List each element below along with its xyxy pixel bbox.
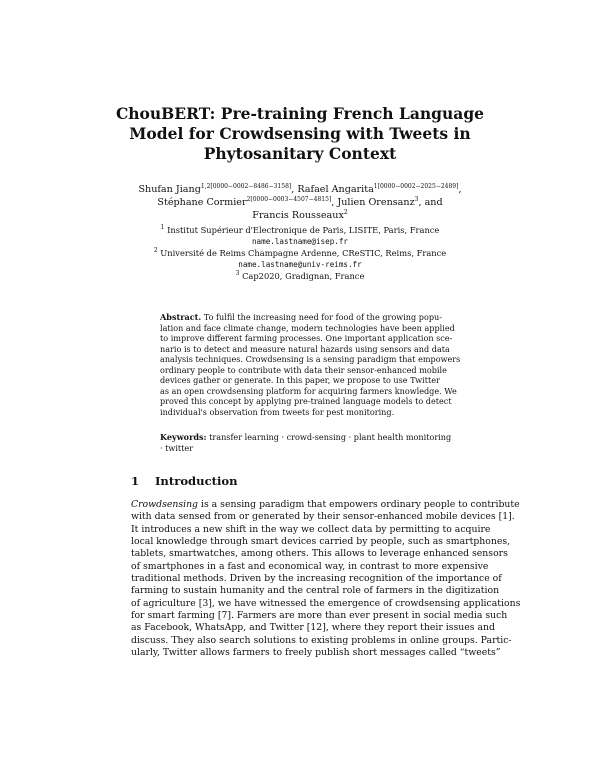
author-name: Rafael Angarita <box>297 184 374 195</box>
keywords <box>160 432 452 453</box>
abstract-line: as an open crowdsensing platform for acquiring farmers knowledge. We <box>160 385 457 396</box>
body-line: as Facebook, WhatsApp, and Twitter [12], where they report their issues and <box>131 622 495 634</box>
body-line: tablets, smartwatches, among others. This allows to leverage enhanced sensors <box>131 548 508 560</box>
introduction-body <box>131 499 521 659</box>
affiliation-text: Université de Reims Champagne Ardenne, CReSTIC, Reims, France <box>160 247 447 258</box>
author-name: Stéphane Cormier <box>157 197 247 209</box>
abstract-line: analysis techniques. Crowdsensing is a sensing paradigm that empowers <box>160 354 461 364</box>
affiliation-email: name.lastname@univ-reims.fr <box>238 260 362 270</box>
author-line <box>110 209 490 222</box>
abstract-label: Abstract. <box>160 312 202 322</box>
affiliation-list <box>110 225 490 282</box>
body-line: ularly, Twitter allows farmers to freely publish short messages called “tweets” <box>131 647 501 659</box>
separator: , and <box>418 197 443 209</box>
separator: , <box>458 184 462 195</box>
body-line: with data sensed from or generated by their sensor-enhanced mobile devices [1]. <box>131 511 515 523</box>
author-line <box>110 183 490 196</box>
abstract-line: devices gather or generate. In this paper, we propose to use Twitter <box>160 375 440 385</box>
author-name: Francis Rousseaux <box>252 210 344 222</box>
author-name: Julien Orensanz <box>337 197 415 209</box>
section-title: Introduction <box>155 474 238 488</box>
separator: , <box>291 184 295 195</box>
body-line: traditional methods. Driven by the increasing recognition of the importance of <box>131 573 502 585</box>
author-orcid: 1[0000−0002−2025−2489] <box>373 183 459 190</box>
body-line: discuss. They also search solutions to existing problems in online groups. Partic- <box>131 634 512 646</box>
affiliation-number: 3 <box>235 269 240 277</box>
keywords-line: · twitter <box>160 442 194 453</box>
author-affil: 3 <box>414 196 419 204</box>
body-line: of smartphones in a fast and economical way, in contrast to more expensive <box>131 560 489 572</box>
body-line <box>131 499 520 511</box>
affiliation-number: 1 <box>160 224 165 231</box>
keywords-text: transfer learning · crowd-sensing · plant health monitoring <box>209 432 452 442</box>
author-line <box>110 196 490 209</box>
author-orcid: 2[0000−0003−4507−4815] <box>246 196 332 204</box>
abstract-line: proved this concept by applying pre-trained language models to detect <box>160 396 452 406</box>
keywords-label: Keywords: <box>160 432 207 442</box>
abstract-line: ordinary people to contribute with data their sensor-enhanced mobile <box>160 364 447 375</box>
abstract-line: lation and face climate change, modern technologies have been applied <box>160 322 455 333</box>
affiliation-text: Institut Supérieur d'Electronique de Paris, LISITE, Paris, France <box>167 225 440 235</box>
author-orcid: 1,2[0000−0002−8486−3158] <box>200 183 292 190</box>
body-line: It introduces a new shift in the way we collect data by permitting to acquire <box>131 523 491 535</box>
affiliation-email: name.lastname@isep.fr <box>251 237 348 247</box>
author-list <box>110 183 490 223</box>
keywords-line <box>160 432 452 443</box>
separator: , <box>331 197 335 209</box>
body-line: farming to sustain humanity and the central role of farmers in the digitization <box>131 585 500 597</box>
title-line: Phytosanitary Context <box>203 144 397 163</box>
title-line: ChouBERT: Pre-training French Language <box>115 104 485 123</box>
affiliation <box>110 248 490 259</box>
body-text: is a sensing paradigm that empowers ordinary people to contribute <box>200 499 520 510</box>
author-name: Shufan Jiang <box>138 184 201 195</box>
body-line: for smart farming [7]. Farmers are more than ever present in social media such <box>131 610 508 622</box>
paper-title <box>100 104 500 164</box>
emphasis-term: Crowdsensing <box>131 499 199 510</box>
abstract-text: To fulfil the increasing need for food of the growing popu- <box>203 312 442 322</box>
affiliation <box>110 271 490 282</box>
abstract-line <box>160 312 443 323</box>
title-line: Model for Crowdsensing with Tweets in <box>129 124 471 143</box>
author-affil: 2 <box>343 209 348 217</box>
affiliation-number: 2 <box>153 246 158 254</box>
abstract-line: to improve different farming processes. One important application sce- <box>160 333 453 343</box>
abstract <box>160 312 461 417</box>
body-line: of agriculture [3], we have witnessed the emergence of crowdsensing applications <box>131 597 521 609</box>
abstract-line: individual's observation from tweets for pest monitoring. <box>160 406 395 417</box>
affiliation-text: Cap2020, Gradignan, France <box>242 270 365 281</box>
affiliation <box>110 225 490 236</box>
section-heading <box>131 474 238 488</box>
section-number: 1 <box>131 474 140 488</box>
body-line: local knowledge through smart devices carried by people, such as smartphones, <box>131 536 511 548</box>
abstract-line: nario is to detect and measure natural hazards using sensors and data <box>160 343 450 354</box>
